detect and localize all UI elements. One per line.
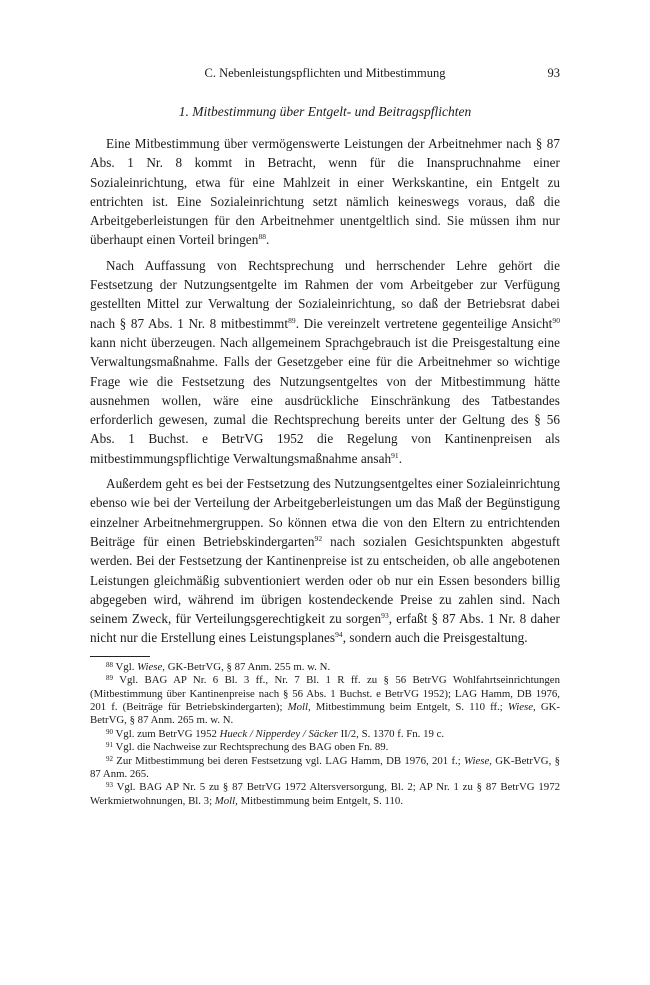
footnote-ref: 91 (391, 450, 399, 460)
footnote-92: $^{92}$ Zur Mitbestimmung bei deren Festsetzung vgl. LAG Hamm, DB 1976, 201 f.; Wiese, GK-BetrVG, § 87 Anm. 265. (90, 754, 560, 780)
footnote-ref: 94 (335, 630, 343, 640)
footnote-ref: 89 (288, 315, 296, 325)
footnote-89: $^{89}$ Vgl. BAG AP Nr. 6 Bl. 3 ff., Nr. 7 Bl. 1 R ff. zu § 56 BetrVG Wohlfahrtseinrichtungen (Mitbestimmung über Kantinenpreise nach § 56 Abs. 1 Buchst. e BetrVG 1952); LAG Hamm, DB 1976, 201 f. (Beiträge für Betriebskindergarten); Moll, Mitbestimmung beim Entgelt, S. 110 ff.; Wiese, GK-BetrVG, § 87 Anm. 265 m. w. N. (90, 674, 561, 727)
paragraph-3: Außerdem geht es bei der Festsetzung des Nutzungsentgeltes einer Sozialeinrichtung ebenso wie bei der Verteilung der Arbeitgeberleistungen um das Maß der Begünstigung einzelner Arbeitnehmergruppen. So können etwa die von den Eltern zu entrichtenden Beiträge für einen Betriebskindergarten$^{92}$ nach sozialen Gesichtspunkten abgestuft werden. Bei der Festsetzung der Kantinenpreise ist zu entscheiden, ob alle angebotenen Leistungen gleichmäßig subventioniert werden oder ob nur ein Essen besonders billig abgegeben wird, während im übrigen kostendeckende Preise zu zahlen sind. Nach seinem Zweck, für Verteilungsgerechtigkeit zu sorgen$^{93}$, erfaßt § 87 Abs. 1 Nr. 8 daher nicht nur die Erstellung eines Leistungsplanes$^{94}$, sondern auch die Preisgestaltung. (90, 476, 561, 646)
body-text (90, 134, 560, 648)
paragraph-1: Eine Mitbestimmung über vermögenswerte Leistungen der Arbeitnehmer nach § 87 Abs. 1 Nr. 8 kommt in Betracht, wenn für die Inanspruchnahme einer Sozialeinrichtung, etwa für eine Mahlzeit in einer Werkskantine, ein Entgelt zu entrichten ist. Eine Sozialeinrichtung setzt nämlich keineswegs voraus, daß die Arbeitgeberleistungen für den Arbeitnehmer unentgeltlich sind. Sie müssen ihm nur überhaupt einen Vorteil bringen$^{88}$. (90, 136, 560, 248)
footnotes (90, 661, 560, 808)
running-head (90, 66, 560, 86)
footnote-90: $^{90}$ Vgl. zum BetrVG 1952 Hueck / Nipperdey / Säcker II/2, S. 1370 f. Fn. 19 c. (106, 727, 445, 740)
section-title: 1. Mitbestimmung über Entgelt- und Beitragspflichten (178, 104, 472, 119)
footnote-93: $^{93}$ Vgl. BAG AP Nr. 5 zu § 87 BetrVG 1972 Altersversorgung, Bl. 2; AP Nr. 1 zu § 87 BetrVG 1972 Werkmietwohnungen, Bl. 3; Moll, Mitbestimmung beim Entgelt, S. 110. (90, 781, 560, 807)
footnote-88: $^{88}$ Vgl. Wiese, GK-BetrVG, § 87 Anm. 255 m. w. N. (106, 660, 331, 673)
footnote-divider (90, 656, 150, 657)
paragraph-2: Nach Auffassung von Rechtsprechung und herrschender Lehre gehört die Festsetzung der Nutzungsentgelte im Rahmen der vom Arbeitgeber zur Verfügung gestellten Mittel zur Verwaltung der Sozialeinrichtung, so daß der Betriebsrat dabei nach § 87 Abs. 1 Nr. 8 mitbestimmt$^{89}$. Die vereinzelt vertretene gegenteilige Ansicht$^{90}$ kann nicht überzeugen. Nach allgemeinem Sprachgebrauch ist die Preisgestaltung eine Verwaltungsmaßnahme. Falls der Gesetzgeber eine für die Arbeitnehmer so wichtige Frage wie die Festsetzung des Nutzungsentgeltes von der Mitbestimmung hätte ausnehmen wollen, wäre eine ausdrückliche Einschränkung des Tatbestandes erforderlich gewesen, zumal die Rechtsprechung bereits unter der Geltung des § 56 Abs. 1 Buchst. e BetrVG 1952 die Regelung von Kantinenpreisen als mitbestimmungspflichtige Verwaltungsmaßnahme ansah$^{91}$. (90, 257, 560, 466)
page-number: 93 (547, 66, 560, 80)
footnote-ref: 88 (258, 232, 267, 242)
page (90, 66, 560, 808)
footnote-ref: 90 (552, 315, 560, 325)
footnote-ref: 93 (381, 611, 389, 621)
footnote-91: $^{91}$ Vgl. die Nachweise zur Rechtsprechung des BAG oben Fn. 89. (106, 741, 389, 754)
running-head-title: C. Nebenleistungspflichten und Mitbestimmung (204, 66, 446, 80)
footnote-ref: 92 (314, 533, 323, 543)
